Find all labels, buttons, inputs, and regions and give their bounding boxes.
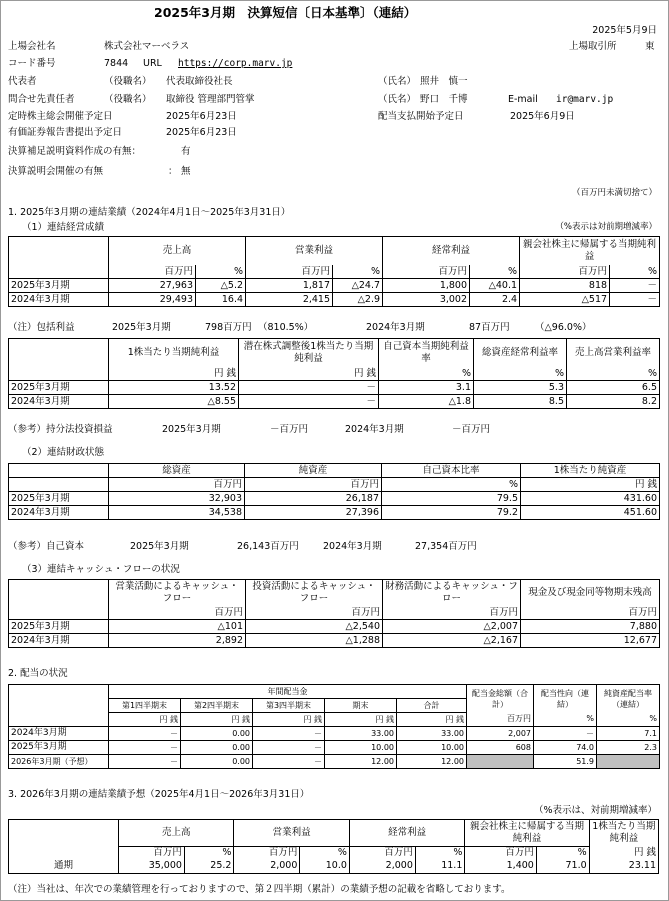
financial-position-table — [8, 463, 660, 520]
cell: － — [253, 727, 325, 741]
email-value[interactable]: ir@marv.jp — [556, 94, 614, 105]
row-label: 2025年3月期 — [9, 741, 109, 755]
row-label: 2025年3月期 — [9, 492, 109, 506]
comp-income-2024-pct: （△96.0%） — [535, 322, 592, 333]
cell: － — [253, 741, 325, 755]
unit-million: 百万円 — [118, 846, 184, 860]
cell: 35,000 — [118, 860, 184, 874]
cell: 8.5 — [474, 395, 567, 409]
col-q2: 第2四半期末 — [181, 699, 253, 713]
unit-million: 百万円 — [521, 606, 660, 620]
cell: － — [109, 755, 181, 769]
unit-yen: 円 銭 — [239, 367, 379, 381]
cell: 451.60 — [521, 506, 660, 520]
equity-method-label: （参考）持分法投資損益 — [8, 424, 113, 435]
report-filing-label: 有価証券報告書提出予定日 — [8, 127, 123, 138]
cell: 818 — [520, 279, 610, 293]
unit-million: 百万円 — [520, 265, 610, 279]
code-value: 7844 — [104, 58, 129, 69]
equity-method-2025-label: 2025年3月期 — [162, 424, 221, 435]
cell: 0.00 — [181, 727, 253, 741]
agm-label: 定時株主総会開催予定日 — [8, 111, 113, 122]
exchange-value: 東 — [645, 41, 655, 52]
cell: 1,400 — [465, 860, 536, 874]
table-row — [9, 620, 660, 634]
rep-label: 代表者 — [8, 76, 37, 87]
equity-ref-2025-value: 26,143百万円 — [237, 541, 299, 552]
company-url-link[interactable]: https://corp.marv.jp — [178, 58, 293, 69]
cell: △2,540 — [246, 620, 383, 634]
unit-million: 百万円 — [246, 265, 333, 279]
unit-million: 百万円 — [383, 606, 521, 620]
cell: △40.1 — [470, 279, 520, 293]
col-net-income: 親会社株主に帰属する当期純利益 — [520, 237, 660, 266]
unit-pct: % — [382, 478, 521, 492]
url-label: URL — [143, 58, 162, 69]
cell: 51.9 — [534, 755, 597, 769]
unit-pct: % — [300, 846, 350, 860]
row-label: 2024年3月期 — [9, 395, 109, 409]
cell: 7,880 — [521, 620, 660, 634]
table-row — [9, 634, 660, 648]
cell: △517 — [520, 293, 610, 307]
row-label: 2026年3月期（予想） — [9, 755, 109, 769]
col-net-income: 親会社株主に帰属する当期純利益 — [465, 820, 589, 847]
unit-pct: % — [534, 713, 597, 727]
row-label: 2025年3月期 — [9, 620, 109, 634]
div-start-label: 配当支払開始予定日 — [378, 111, 464, 122]
col-operating-income: 営業利益 — [234, 820, 349, 847]
unit-million: 百万円 — [234, 846, 300, 860]
col-cash-end: 現金及び現金同等物期末残高 — [521, 580, 660, 607]
section3-title: 3. 2026年3月期の連結業績予想（2025年4月1日～2026年3月31日） — [8, 789, 310, 800]
cell: 12,677 — [521, 634, 660, 648]
email-label: E-mail — [508, 94, 538, 105]
cell: 27,963 — [109, 279, 196, 293]
cell: － — [610, 279, 660, 293]
col-q3: 第3四半期末 — [253, 699, 325, 713]
col-ordinary-income: 経常利益 — [383, 237, 520, 266]
table-row — [9, 381, 660, 395]
comp-income-2025-pct: （810.5%） — [258, 322, 314, 333]
table-row — [9, 860, 659, 874]
cell: 27,396 — [245, 506, 382, 520]
unit-yen: 円 銭 — [589, 846, 658, 860]
unit-pct: % — [196, 265, 246, 279]
table-row — [9, 279, 660, 293]
report-filing-date: 2025年6月23日 — [166, 127, 237, 138]
comp-income-2025-value: 798百万円 — [205, 322, 252, 333]
equity-ref-2024-label: 2024年3月期 — [323, 541, 382, 552]
col-eps: 1株当たり当期純利益 — [109, 339, 239, 368]
cell: 32,903 — [109, 492, 245, 506]
section1-sub3: （3）連結キャッシュ・フローの状況 — [22, 564, 180, 575]
table-row — [9, 506, 660, 520]
equity-ref-2025-label: 2025年3月期 — [130, 541, 189, 552]
code-label: コード番号 — [8, 58, 56, 69]
cell: 5.3 — [474, 381, 567, 395]
cell: － — [610, 293, 660, 307]
col-operating-income: 営業利益 — [246, 237, 383, 266]
row-label: 2024年3月期 — [9, 506, 109, 520]
section1-pct-note: （%表示は対前期増減率） — [555, 222, 657, 232]
table-row — [9, 395, 660, 409]
table-row — [9, 293, 660, 307]
unit-million: 百万円 — [109, 606, 246, 620]
cell: 23.11 — [589, 860, 658, 874]
unit-yen: 円 銭 — [521, 478, 660, 492]
contact-name-label: （氏名） — [378, 94, 417, 105]
comp-income-2024-value: 87百万円 — [469, 322, 510, 333]
unit-yen: 円 銭 — [325, 713, 397, 727]
section1-sub2: （2）連結財政状態 — [22, 447, 105, 458]
rep-name-label: （氏名） — [378, 76, 417, 87]
cash-flow-table — [8, 579, 660, 648]
supp-material-label: 決算補足説明資料作成の有無： — [8, 146, 142, 157]
col-equity-ratio: 自己資本比率 — [382, 464, 521, 478]
comp-income-2024-label: 2024年3月期 — [366, 322, 425, 333]
col-net-assets: 純資産 — [245, 464, 382, 478]
cell: 0.00 — [181, 741, 253, 755]
briefing-label: 決算説明会開催の有無 — [8, 166, 104, 177]
cell: 2.3 — [597, 741, 660, 755]
briefing-value: 無 — [181, 166, 191, 177]
cell: △2,007 — [383, 620, 521, 634]
briefing-colon: ： — [168, 166, 178, 177]
table-row — [9, 741, 660, 755]
cell: 12.00 — [397, 755, 467, 769]
cell: 25.2 — [184, 860, 234, 874]
col-q1: 第1四半期末 — [109, 699, 181, 713]
equity-ref-label: （参考）自己資本 — [8, 541, 85, 552]
cell: 10.00 — [325, 741, 397, 755]
cell: 6.5 — [567, 381, 660, 395]
company-name: 株式会社マーベラス — [104, 41, 190, 52]
cell: 608 — [467, 741, 534, 755]
col-investing-cf: 投資活動によるキャッシュ・フロー — [246, 580, 383, 607]
cell: △2.9 — [333, 293, 383, 307]
per-share-table — [8, 338, 660, 409]
unit-yen: 円 銭 — [397, 713, 467, 727]
div-start-date: 2025年6月9日 — [510, 111, 575, 122]
cell-shaded — [597, 755, 660, 769]
cell: 3,002 — [383, 293, 470, 307]
contact-title-label: （役職名） — [104, 94, 152, 105]
col-ordinary-income: 経常利益 — [349, 820, 464, 847]
cell: 2,892 — [109, 634, 246, 648]
col-eps: 1株当たり当期純利益 — [589, 820, 658, 847]
cell: 11.1 — [415, 860, 465, 874]
cell: 8.2 — [567, 395, 660, 409]
col-sales: 売上高 — [109, 237, 246, 266]
cell: 1,817 — [246, 279, 333, 293]
rep-title-label: （役職名） — [104, 76, 152, 87]
comp-income-label: （注）包括利益 — [8, 322, 75, 333]
unit-million: 百万円 — [246, 606, 383, 620]
comp-income-2025-label: 2025年3月期 — [112, 322, 171, 333]
page-title: 2025年3月期 決算短信〔日本基準〕（連結） — [154, 5, 417, 20]
contact-name: 野口 千博 — [420, 94, 468, 105]
col-bps: 1株当たり純資産 — [521, 464, 660, 478]
cell: － — [534, 727, 597, 741]
table-row — [9, 492, 660, 506]
equity-method-2024-label: 2024年3月期 — [345, 424, 404, 435]
table-row — [9, 755, 660, 769]
section3-pct-note: （%表示は、対前期増減率） — [533, 805, 657, 816]
cell: 10.00 — [397, 741, 467, 755]
cell: 79.5 — [382, 492, 521, 506]
contact-label: 問合せ先責任者 — [8, 94, 75, 105]
cell: 2,000 — [234, 860, 300, 874]
forecast-note: （注）当社は、年次での業績管理を行っておりますので、第２四半期（累計）の業績予想の記載を省略しております。 — [8, 884, 511, 895]
rep-name: 照井 慎一 — [420, 76, 468, 87]
table-row — [9, 727, 660, 741]
cell: 3.1 — [379, 381, 474, 395]
rep-title: 代表取締役社長 — [166, 76, 233, 87]
row-label: 2024年3月期 — [9, 293, 109, 307]
unit-million: 百万円 — [109, 478, 245, 492]
cell: △24.7 — [333, 279, 383, 293]
unit-pct: % — [536, 846, 589, 860]
col-opm: 売上高営業利益率 — [567, 339, 660, 368]
cell: － — [109, 727, 181, 741]
col-financing-cf: 財務活動によるキャッシュ・フロー — [383, 580, 521, 607]
col-total-assets: 総資産 — [109, 464, 245, 478]
col-roe: 自己資本当期純利益率 — [379, 339, 474, 368]
cell: 34,538 — [109, 506, 245, 520]
cell: － — [239, 395, 379, 409]
unit-million: 百万円 — [349, 846, 415, 860]
supp-material-value: 有 — [181, 146, 191, 157]
cell: 0.00 — [181, 755, 253, 769]
col-roa: 総資産経常利益率 — [474, 339, 567, 368]
cell: 16.4 — [196, 293, 246, 307]
unit-pct: % — [184, 846, 234, 860]
cell: 10.0 — [300, 860, 350, 874]
unit-note: （百万円未満切捨て） — [571, 188, 657, 198]
agm-date: 2025年6月23日 — [166, 111, 237, 122]
unit-pct: % — [470, 265, 520, 279]
col-payout: 配当性向（連結） — [534, 685, 597, 713]
col-dividend-sum: 配当金総額（合計） — [467, 685, 534, 713]
col-div-ratio: 純資産配当率（連結） — [597, 685, 660, 713]
col-total: 合計 — [397, 699, 467, 713]
cell: 79.2 — [382, 506, 521, 520]
equity-ref-2024-value: 27,354百万円 — [415, 541, 477, 552]
cell: － — [109, 741, 181, 755]
unit-million: 百万円 — [383, 265, 470, 279]
col-annual-dividend: 年間配当金 — [109, 685, 467, 699]
report-date: 2025年5月9日 — [592, 25, 657, 36]
unit-pct: % — [567, 367, 660, 381]
row-label: 2024年3月期 — [9, 634, 109, 648]
unit-pct: % — [610, 265, 660, 279]
col-year-end: 期末 — [325, 699, 397, 713]
cell: △5.2 — [196, 279, 246, 293]
col-diluted-eps: 潜在株式調整後1株当たり当期純利益 — [239, 339, 379, 368]
section2-title: 2. 配当の状況 — [8, 668, 68, 679]
section1-title: 1. 2025年3月期の連結業績（2024年4月1日～2025年3月31日） — [8, 207, 291, 218]
cell: 7.1 — [597, 727, 660, 741]
unit-yen: 円 銭 — [109, 367, 239, 381]
cell: 12.00 — [325, 755, 397, 769]
unit-pct: % — [333, 265, 383, 279]
cell: 71.0 — [536, 860, 589, 874]
forecast-table — [8, 819, 659, 874]
cell: 29,493 — [109, 293, 196, 307]
cell: 13.52 — [109, 381, 239, 395]
cell: 2,415 — [246, 293, 333, 307]
row-label: 2024年3月期 — [9, 727, 109, 741]
unit-million: 百万円 — [465, 846, 536, 860]
cell: 2,007 — [467, 727, 534, 741]
row-label: 2025年3月期 — [9, 381, 109, 395]
cell: 74.0 — [534, 741, 597, 755]
contact-title: 取締役 管理部門管掌 — [166, 94, 255, 105]
unit-pct: % — [379, 367, 474, 381]
unit-million: 百万円 — [245, 478, 382, 492]
unit-million: 百万円 — [109, 265, 196, 279]
cell: 26,187 — [245, 492, 382, 506]
equity-method-2025-value: －百万円 — [270, 424, 309, 435]
equity-method-2024-value: －百万円 — [452, 424, 491, 435]
row-label: 2025年3月期 — [9, 279, 109, 293]
cell: － — [239, 381, 379, 395]
unit-yen: 円 銭 — [253, 713, 325, 727]
cell-shaded — [467, 755, 534, 769]
cell: △1.8 — [379, 395, 474, 409]
cell: 1,800 — [383, 279, 470, 293]
cell: － — [253, 755, 325, 769]
unit-pct: % — [597, 713, 660, 727]
col-sales: 売上高 — [118, 820, 233, 847]
cell: 33.00 — [325, 727, 397, 741]
unit-million: 百万円 — [467, 713, 534, 727]
row-label: 通期 — [9, 860, 119, 874]
exchange-label: 上場取引所 — [569, 41, 617, 52]
section1-sub1: （1）連結経営成績 — [22, 222, 105, 233]
dividend-table — [8, 684, 660, 769]
unit-yen: 円 銭 — [181, 713, 253, 727]
unit-pct: % — [415, 846, 465, 860]
cell: 2.4 — [470, 293, 520, 307]
cell: 431.60 — [521, 492, 660, 506]
cell: △1,288 — [246, 634, 383, 648]
col-operating-cf: 営業活動によるキャッシュ・フロー — [109, 580, 246, 607]
cell: 33.00 — [397, 727, 467, 741]
company-label: 上場会社名 — [8, 41, 56, 52]
cell: △101 — [109, 620, 246, 634]
unit-yen: 円 銭 — [109, 713, 181, 727]
cell: △8.55 — [109, 395, 239, 409]
unit-pct: % — [474, 367, 567, 381]
cell: 2,000 — [349, 860, 415, 874]
cell: △2,167 — [383, 634, 521, 648]
operating-results-table — [8, 236, 660, 307]
